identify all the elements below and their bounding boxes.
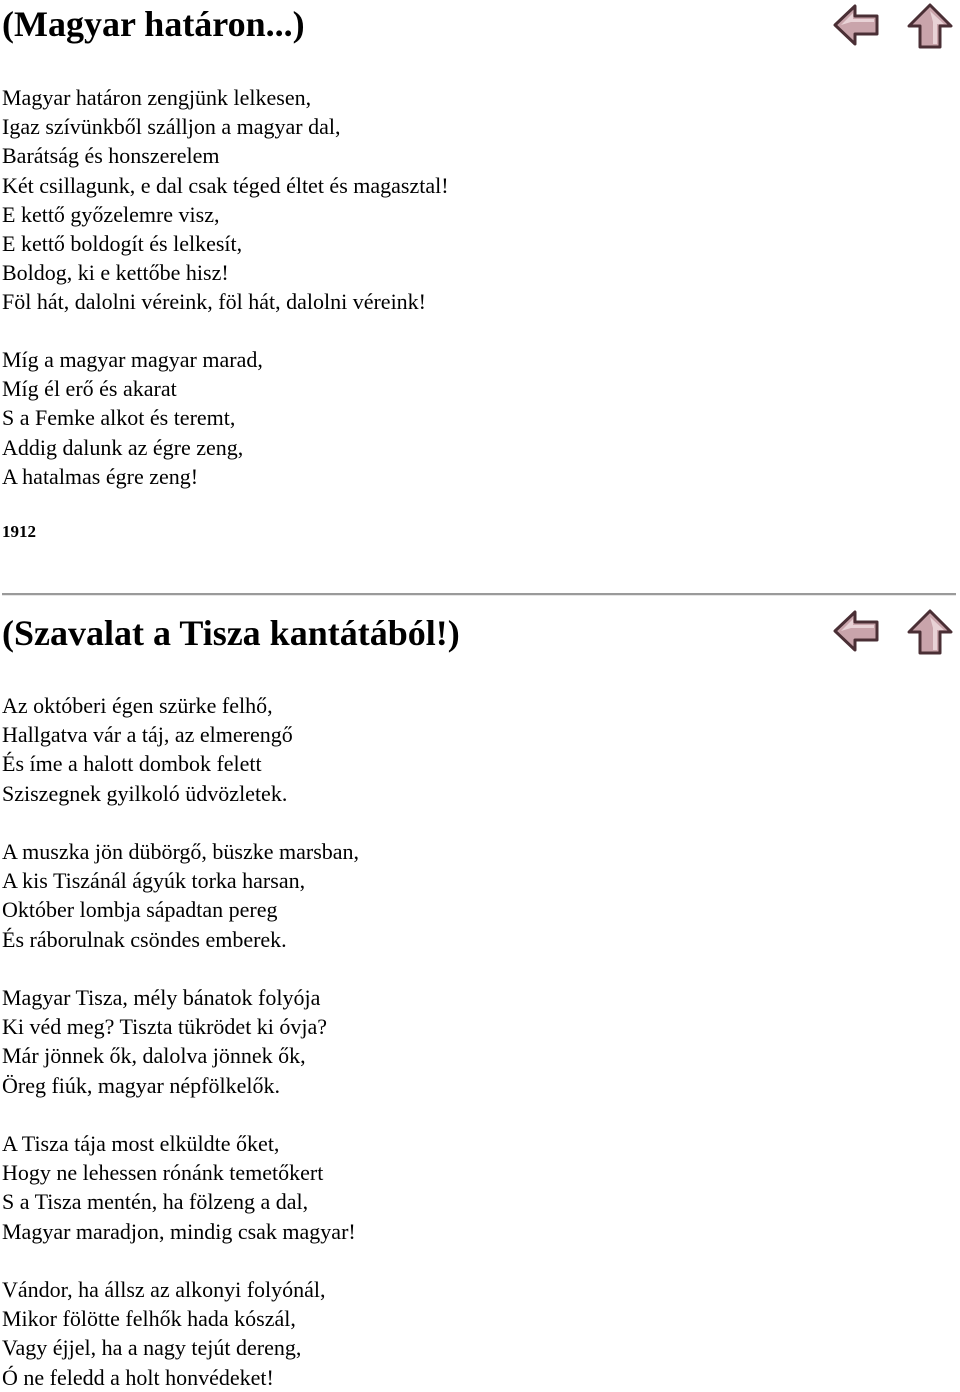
poem-line: E kettő győzelemre visz, (2, 201, 220, 227)
up-arrow-icon (906, 2, 954, 50)
poem-line: Míg a magyar magyar marad, (2, 347, 263, 372)
stanza (2, 837, 359, 954)
poem-line: Két csillagunk, e dal csak téged éltet és magasztal! (2, 172, 449, 198)
stanza (2, 83, 449, 317)
poem-nav (832, 2, 954, 50)
poem-line: Addig dalunk az égre zeng, (2, 434, 244, 460)
back-arrow-icon (832, 2, 880, 48)
poem-line: A Tisza tája most elküldte őket, (2, 1131, 280, 1156)
poem-line: Míg él erő és akarat (2, 376, 177, 402)
up-arrow-icon (906, 608, 954, 656)
poem-line: A muszka jön dübörgő, büszke marsban, (2, 839, 360, 864)
poem-line: Már jönnek ők, dalolva jönnek ők, (2, 1043, 306, 1069)
up-button[interactable] (906, 2, 954, 50)
back-button[interactable] (832, 2, 880, 50)
poem-year: 1912 (2, 522, 36, 541)
poem-line: Mikor fölötte felhők hada kószál, (2, 1306, 296, 1332)
stanza (2, 1275, 326, 1392)
poem-line: Magyar határon zengjünk lelkesen, (2, 85, 312, 110)
poem-line: Igaz szívünkből szálljon a magyar dal, (2, 114, 341, 140)
poem-line: Magyar maradjon, mindig csak magyar! (2, 1218, 356, 1244)
poem-line: Október lombja sápadtan pereg (2, 897, 278, 923)
stanza (2, 345, 263, 491)
stanza (2, 983, 327, 1100)
poem-line: S a Femke alkot és teremt, (2, 405, 236, 431)
poem-line: Vagy éjjel, ha a nagy tejút dereng, (2, 1335, 302, 1361)
poem-line: Hogy ne lehessen rónánk temetőkert (2, 1160, 324, 1186)
poem-line: És íme a halott dombok felett (2, 751, 262, 777)
poem-line: Boldog, ki e kettőbe hisz! (2, 260, 229, 286)
poem-line: Vándor, ha állsz az alkonyi folyónál, (2, 1277, 326, 1302)
stanza (2, 691, 293, 808)
poem-line: Magyar Tisza, mély bánatok folyója (2, 985, 321, 1010)
poem-line: Ó ne feledd a holt honvédeket! (2, 1364, 274, 1390)
poem-line: Az októberi égen szürke felhő, (2, 693, 273, 718)
poem-line: Hallgatva vár a táj, az elmerengő (2, 722, 293, 748)
poem-line: Ki véd meg? Tiszta tükrödet ki óvja? (2, 1014, 328, 1040)
poem-line: E kettő boldogít és lelkesít, (2, 231, 243, 257)
poem-line: Föl hát, dalolni véreink, föl hát, dalolni véreink! (2, 289, 427, 315)
up-button[interactable] (906, 608, 954, 656)
poem-line: S a Tisza mentén, ha fölzeng a dal, (2, 1189, 309, 1215)
poem-line: A kis Tiszánál ágyúk torka harsan, (2, 868, 306, 894)
poem-line: És ráborulnak csöndes emberek. (2, 926, 287, 952)
poem-nav (832, 608, 954, 656)
back-arrow-icon (832, 608, 880, 654)
poem-line: Barátság és honszerelem (2, 143, 220, 169)
poem-line: Sziszegnek gyilkoló üdvözletek. (2, 780, 288, 806)
section-divider (2, 593, 956, 596)
back-button[interactable] (832, 608, 880, 656)
poem-title: (Szavalat a Tisza kantátából!) (2, 613, 460, 653)
stanza (2, 1129, 356, 1246)
poem-title: (Magyar határon...) (2, 4, 305, 44)
poem-line: A hatalmas égre zeng! (2, 463, 199, 489)
poem-line: Öreg fiúk, magyar népfölkelők. (2, 1072, 280, 1098)
